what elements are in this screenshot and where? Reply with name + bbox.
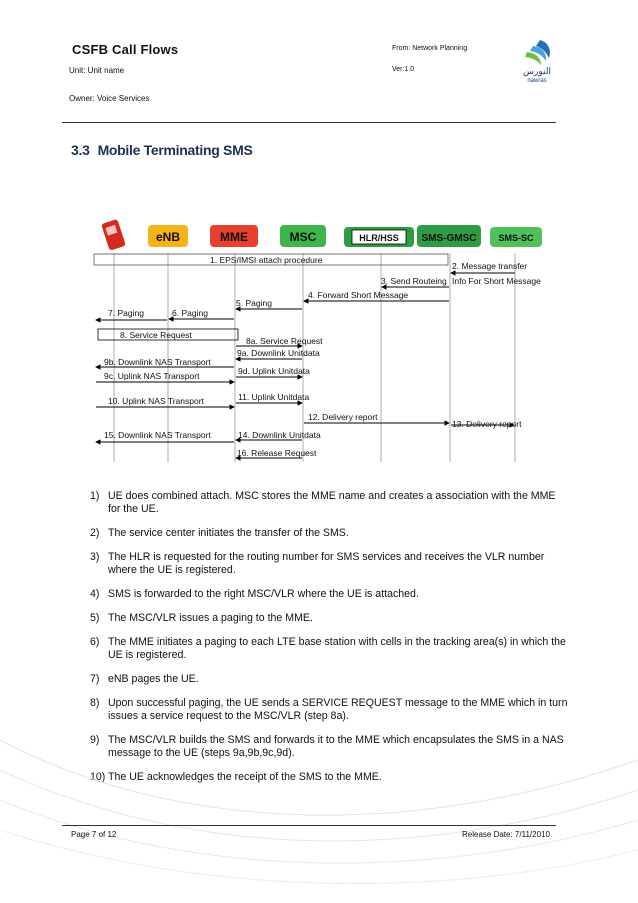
node-msc: [280, 225, 326, 247]
list-item: 8) Upon successful paging, the UE sends a SERVICE REQUEST message to the MME which in turn issues a service request to the MSC/VLR (step 8a).: [90, 697, 568, 722]
svg-text:9d. Uplink Unitdata: 9d. Uplink Unitdata: [238, 366, 310, 376]
section-heading: [71, 142, 253, 158]
list-item: 5) The MSC/VLR issues a paging to the MME.: [90, 612, 313, 624]
message-9c: [96, 371, 234, 382]
message-5: [236, 298, 302, 309]
svg-text:10. Uplink NAS Transport: 10. Uplink NAS Transport: [108, 396, 204, 406]
list-item: 7) eNB pages the UE.: [90, 673, 199, 685]
svg-text:8. Service Request: 8. Service Request: [120, 330, 192, 340]
document-title: CSFB Call Flows: [72, 42, 179, 57]
message-15: [96, 430, 234, 442]
message-10: [96, 396, 234, 407]
message-3: [381, 276, 541, 287]
node-sms-gmsc: [417, 225, 481, 247]
list-item: 9) The MSC/VLR builds the SMS and forwards it to the MME which encapsulates the SMS in a NAS message to the UE (steps 9a,9b,9c,9d).: [90, 734, 564, 759]
message-8: [98, 329, 238, 340]
message-14: [236, 430, 321, 440]
svg-text:4. Forward Short Message: 4. Forward Short Message: [308, 290, 409, 300]
list-item: 2) The service center initiates the transfer of the SMS.: [90, 527, 349, 539]
svg-text:7. Paging: 7. Paging: [108, 308, 144, 318]
svg-text:14. Downlink Unitdata: 14. Downlink Unitdata: [238, 430, 321, 440]
list-item: 4) SMS is forwarded to the right MSC/VLR where the UE is attached.: [90, 588, 419, 600]
release-date: Release Date: 7/11/2010: [462, 830, 550, 839]
svg-text:MSC: MSC: [289, 230, 317, 244]
node-mme: [210, 225, 258, 247]
list-item: 10) The UE acknowledges the receipt of the SMS to the MME.: [90, 771, 382, 783]
svg-text:2. Message transfer: 2. Message transfer: [452, 261, 528, 271]
footer-divider: [62, 825, 556, 826]
svg-text:9b. Downlink NAS Transport: 9b. Downlink NAS Transport: [104, 357, 211, 367]
svg-text:eNB: eNB: [155, 230, 181, 244]
node-hlr-hss: [344, 227, 414, 247]
node-sms-sc: [490, 227, 542, 247]
message-12: [304, 412, 449, 423]
mobile-phone-icon: [101, 219, 126, 251]
svg-text:9a. Downlink Unitdata: 9a. Downlink Unitdata: [237, 348, 320, 358]
svg-text:12. Delivery report: 12. Delivery report: [308, 412, 378, 422]
message-6: [169, 308, 234, 319]
message-9a: [236, 348, 320, 359]
node-enb: [148, 225, 188, 247]
logo-arabic-text: النورس: [523, 66, 551, 76]
svg-text:15. Downlink NAS Transport: 15. Downlink NAS Transport: [104, 430, 211, 440]
svg-text:3. Send Routeing: 3. Send Routeing: [381, 276, 447, 286]
svg-text:SMS-GMSC: SMS-GMSC: [421, 233, 477, 244]
message-4: [304, 290, 449, 301]
unit-label: Unit: Unit name: [69, 66, 125, 75]
from-label: From: Network Planning: [392, 45, 468, 52]
page-number: Page 7 of 12: [71, 830, 117, 839]
svg-text:HLR/HSS: HLR/HSS: [359, 233, 399, 243]
message-13: [451, 419, 522, 429]
svg-text:13. Delivery report: 13. Delivery report: [452, 419, 522, 429]
message-8a: [236, 336, 323, 346]
svg-text:SMS-SC: SMS-SC: [498, 233, 534, 243]
sms-call-flow-diagram: [90, 217, 560, 467]
message-9b: [96, 357, 234, 367]
nawras-logo: [516, 36, 558, 84]
decorative-wave-lines: [0, 700, 638, 903]
svg-text:Info For Short Message: Info For Short Message: [452, 276, 541, 286]
section-number: 3.3: [71, 142, 90, 158]
message-11: [236, 392, 309, 403]
list-item: 6) The MME initiates a paging to each LTE base station with cells in the tracking area(s) in which the UE is registered.: [90, 636, 566, 661]
svg-text:11. Uplink Unitdata: 11. Uplink Unitdata: [238, 392, 310, 402]
svg-text:6. Paging: 6. Paging: [172, 308, 208, 318]
header-divider: [62, 122, 556, 123]
version-label: Ver:1.0: [392, 66, 415, 73]
svg-text:9c. Uplink NAS Transport: 9c. Uplink NAS Transport: [104, 371, 200, 381]
svg-text:1. EPS/IMSI attach procedure: 1. EPS/IMSI attach procedure: [210, 255, 323, 265]
message-9d: [236, 366, 310, 377]
message-7: [96, 308, 167, 320]
message-1: [94, 254, 448, 265]
list-item: 3) The HLR is requested for the routing number for SMS services and receives the VLR number where the UE is registered.: [90, 551, 545, 576]
svg-text:8a. Service Request: 8a. Service Request: [246, 336, 323, 346]
message-2: [451, 261, 527, 273]
svg-text:5. Paging: 5. Paging: [236, 298, 272, 308]
owner-label: Owner: Voice Services: [69, 94, 150, 103]
section-title: Mobile Terminating SMS: [97, 142, 253, 158]
list-item: 1) UE does combined attach. MSC stores the MME name and creates a association with the MME for the UE.: [90, 490, 556, 515]
message-16: [236, 448, 317, 458]
svg-text:MME: MME: [220, 230, 248, 244]
logo-text: nawras: [527, 78, 547, 84]
svg-text:16. Release Request: 16. Release Request: [237, 448, 317, 458]
